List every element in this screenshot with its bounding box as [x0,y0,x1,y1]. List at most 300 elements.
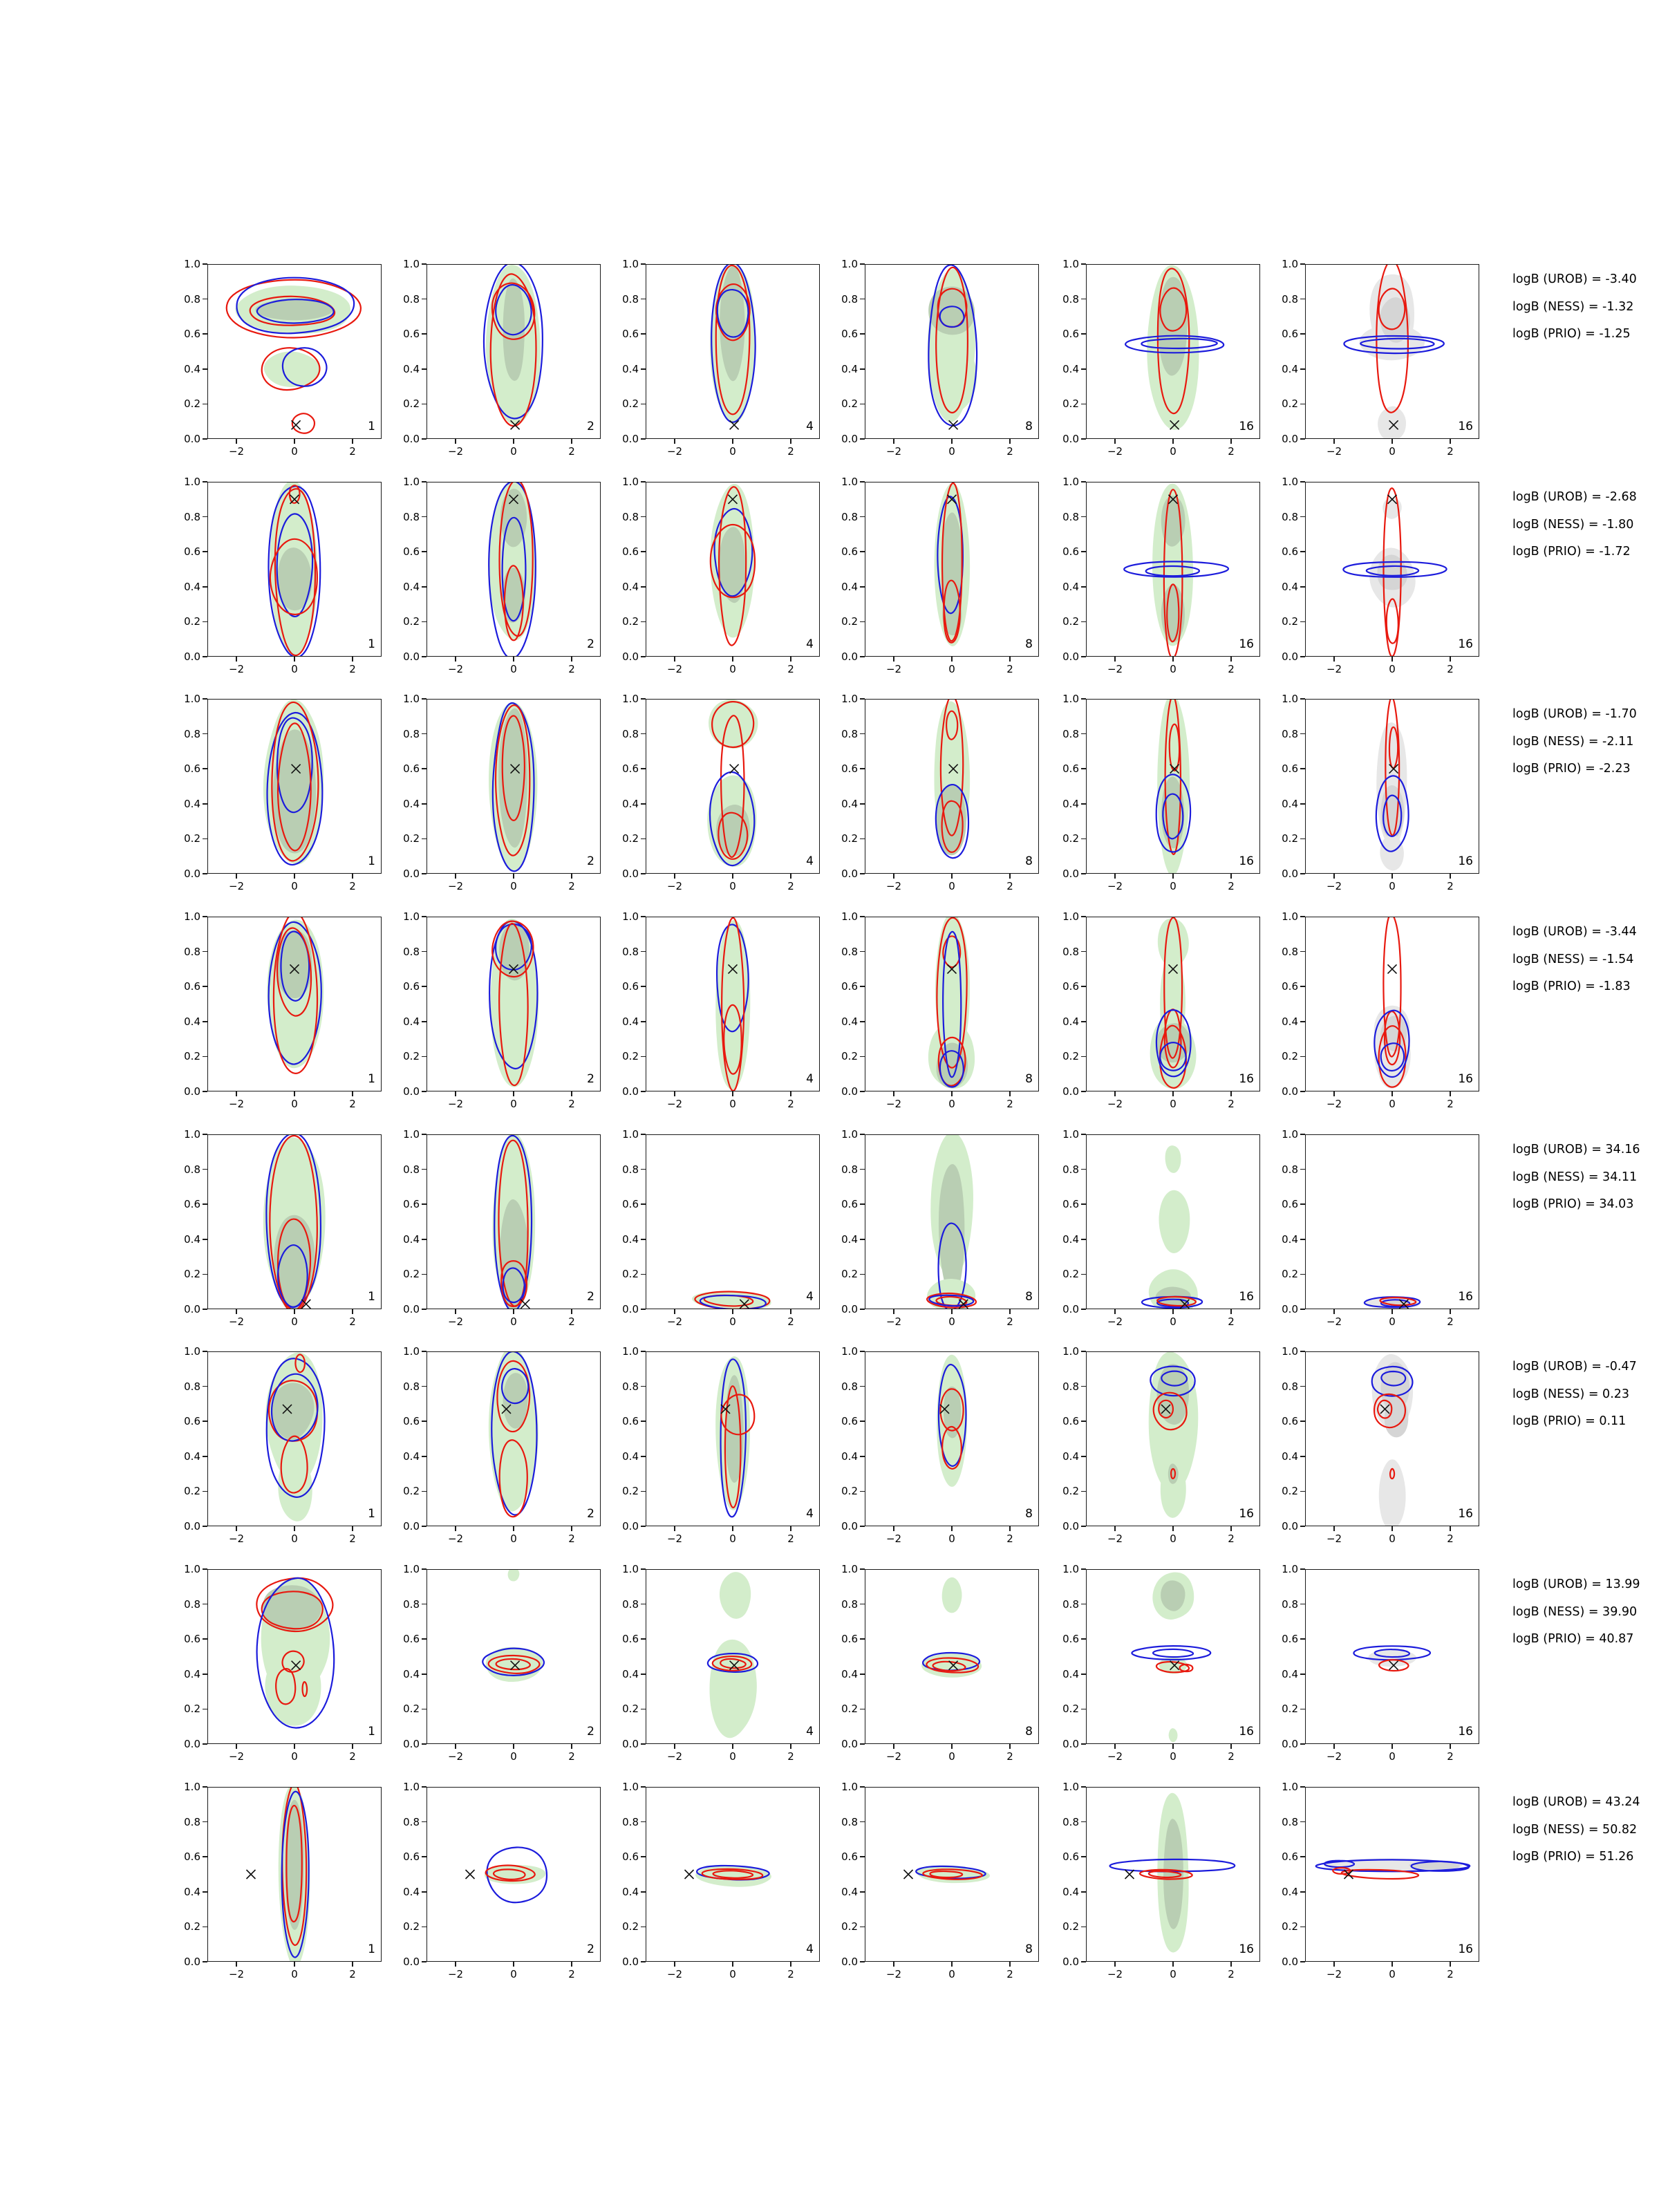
x-tick-mark [1450,1091,1451,1096]
panel-count-label: 1 [368,637,375,651]
y-tick-label: 0.4 [1282,1232,1298,1246]
y-tick-mark [203,1709,207,1710]
x-tick-label: −2 [1326,1315,1342,1328]
x-tick-mark [1333,874,1335,879]
y-tick-mark [203,299,207,300]
y-tick-label: 0.8 [403,727,420,740]
y-tick-label: 0.4 [1282,1885,1298,1898]
y-tick-label: 0.8 [184,1163,200,1176]
y-tick-label: 0.0 [1282,1085,1298,1098]
y-tick-mark [1300,733,1305,735]
x-tick-label: 2 [1006,1750,1013,1763]
x-tick-mark [571,657,572,662]
y-tick-mark [1081,1169,1086,1170]
plot-area [865,1351,1039,1526]
y-tick-label: 1.0 [403,910,420,923]
y-tick-label: 1.0 [184,693,200,705]
y-tick-label: 0.0 [622,1738,639,1750]
y-tick-label: 1.0 [1062,1128,1079,1141]
y-tick-mark [641,1709,646,1710]
panel-count-label: 4 [806,1507,814,1521]
x-tick-mark [1114,1526,1116,1531]
plot-panel-r4c3 [622,910,820,1110]
x-tick-label: −2 [666,445,683,458]
y-tick-label: 0.6 [841,545,858,559]
y-tick-mark [422,733,427,735]
y-tick-mark [203,1891,207,1893]
y-tick-mark [1300,551,1305,552]
plot-panel-r6c3 [622,1345,820,1545]
y-tick-label: 0.2 [1062,1485,1079,1498]
y-tick-mark [641,1891,646,1893]
x-tick-label: 0 [291,1533,298,1545]
x-tick-mark [236,439,237,444]
y-tick-label: 0.4 [1062,797,1079,810]
y-tick-label: 0.4 [184,1885,200,1898]
x-tick-label: 0 [1389,663,1396,675]
plot-panel-r3c6 [1282,693,1479,892]
y-tick-label: 0.2 [1282,397,1298,411]
x-tick-mark [732,1526,733,1531]
y-tick-mark [203,1638,207,1640]
logb-annotation-ness: logB (NESS) = 34.11 [1512,1170,1638,1184]
y-tick-mark [1081,1674,1086,1675]
logb-annotation-prio: logB (PRIO) = 51.26 [1512,1850,1634,1864]
kde-fill-green-inner [939,1164,964,1295]
plot-panel-r8c6 [1282,1781,1479,1980]
x-tick-label: 2 [568,880,575,892]
x-tick-mark [1172,1309,1174,1314]
x-tick-label: 0 [291,1750,298,1763]
x-tick-label: −2 [1107,880,1123,892]
y-tick-label: 0.4 [403,580,420,593]
y-tick-label: 0.0 [184,868,200,880]
x-tick-label: 2 [1447,1533,1454,1545]
plot-panel-r1c1 [184,258,382,458]
y-tick-mark [641,1568,646,1570]
y-tick-label: 0.8 [622,1815,639,1828]
x-tick-mark [893,1962,894,1967]
plot-panel-r6c6 [1282,1345,1479,1545]
x-tick-mark [1230,657,1232,662]
plot-panel-r6c2 [403,1345,601,1545]
y-tick-mark [1300,1091,1305,1092]
y-tick-mark [1081,299,1086,300]
y-tick-mark [1081,1309,1086,1310]
y-tick-mark [860,733,865,735]
x-tick-mark [352,1744,353,1749]
y-tick-mark [641,1134,646,1135]
x-tick-label: 0 [510,1315,517,1328]
x-tick-mark [513,1962,514,1967]
y-tick-mark [1300,404,1305,405]
y-tick-mark [422,438,427,440]
y-tick-label: 0.0 [841,650,858,663]
x-tick-mark [1009,1526,1011,1531]
y-tick-label: 0.0 [622,1956,639,1968]
y-tick-mark [203,1674,207,1675]
logb-annotation-prio: logB (PRIO) = -1.83 [1512,980,1631,993]
x-tick-label: −2 [666,1315,683,1328]
y-tick-label: 0.8 [1062,1597,1079,1611]
y-tick-mark [860,768,865,769]
y-tick-mark [641,438,646,440]
x-tick-mark [1333,1091,1335,1096]
x-tick-mark [1333,1962,1335,1967]
plot-area [207,1569,382,1744]
y-tick-mark [203,986,207,987]
panel-count-label: 8 [1025,637,1033,651]
y-tick-label: 0.8 [622,1597,639,1611]
x-tick-label: −2 [885,1315,902,1328]
panel-count-label: 4 [806,1942,814,1956]
panel-count-label: 4 [806,1072,814,1086]
x-tick-label: 2 [568,1750,575,1763]
y-tick-label: 1.0 [184,1781,200,1793]
plot-area [1086,1569,1260,1744]
y-tick-mark [1300,986,1305,987]
y-tick-label: 0.6 [841,1415,858,1428]
y-tick-label: 0.2 [1282,1050,1298,1063]
x-tick-label: −2 [228,1533,245,1545]
x-tick-mark [1172,439,1174,444]
y-tick-label: 0.8 [1062,292,1079,306]
y-tick-mark [422,1351,427,1352]
y-tick-label: 0.2 [184,1703,200,1716]
y-tick-mark [1300,1351,1305,1352]
x-tick-label: −2 [885,1533,902,1545]
y-tick-mark [860,438,865,440]
y-tick-label: 0.4 [184,1450,200,1463]
y-tick-mark [203,1309,207,1310]
x-tick-mark [352,439,353,444]
y-tick-label: 0.8 [1062,1815,1079,1828]
x-tick-mark [1009,1091,1011,1096]
true-value-marker-x [1125,1870,1134,1879]
y-tick-label: 0.0 [841,868,858,880]
x-tick-label: 2 [568,1533,575,1545]
x-tick-mark [732,1309,733,1314]
y-tick-mark [422,698,427,700]
plot-area [427,699,601,874]
y-tick-label: 0.8 [184,727,200,740]
y-tick-mark [860,481,865,482]
y-tick-label: 0.8 [184,292,200,306]
x-tick-label: 2 [1228,663,1235,675]
x-tick-label: −2 [1107,1750,1123,1763]
y-tick-label: 1.0 [184,258,200,270]
contour-red [292,413,315,433]
x-tick-label: −2 [228,1315,245,1328]
y-tick-label: 0.2 [841,1050,858,1063]
y-tick-mark [422,768,427,769]
x-tick-label: 0 [948,1750,955,1763]
plot-area [427,1134,601,1309]
y-tick-mark [422,1169,427,1170]
y-tick-label: 0.0 [1282,868,1298,880]
x-tick-mark [294,1744,295,1749]
x-tick-label: 2 [349,1533,356,1545]
x-tick-mark [455,657,456,662]
y-tick-label: 1.0 [403,693,420,705]
y-tick-mark [1081,698,1086,700]
x-tick-label: 0 [1170,663,1177,675]
x-tick-mark [1391,1309,1393,1314]
y-tick-label: 0.0 [841,1085,858,1098]
x-tick-label: 2 [1447,880,1454,892]
y-tick-mark [641,986,646,987]
y-tick-mark [1300,1169,1305,1170]
x-tick-label: 2 [1006,445,1013,458]
x-tick-mark [951,874,953,879]
y-tick-mark [1300,1709,1305,1710]
x-tick-label: 0 [291,445,298,458]
y-tick-label: 0.6 [403,1415,420,1428]
kde-fill-green-outer [508,1569,520,1582]
x-tick-label: −2 [666,1533,683,1545]
y-tick-label: 0.4 [1282,797,1298,810]
y-tick-mark [203,768,207,769]
plot-panel-r7c5 [1062,1563,1260,1763]
x-tick-label: 0 [729,1968,736,1980]
x-tick-mark [1114,439,1116,444]
plot-area [646,1787,820,1962]
y-tick-label: 0.2 [403,1485,420,1498]
y-tick-label: 0.0 [184,1956,200,1968]
x-tick-mark [1391,1962,1393,1967]
y-tick-label: 1.0 [1282,476,1298,488]
y-tick-label: 0.8 [841,1380,858,1393]
plot-panel-r3c2 [403,693,601,892]
panel-count-label: 1 [368,1072,375,1086]
y-tick-mark [1081,1821,1086,1823]
y-tick-mark [203,1491,207,1492]
y-tick-mark [1081,368,1086,370]
plot-panel-r3c5 [1062,693,1260,892]
y-tick-label: 0.4 [622,797,639,810]
y-tick-label: 0.0 [403,650,420,663]
y-tick-mark [1081,1709,1086,1710]
x-tick-mark [1114,657,1116,662]
y-tick-label: 0.0 [1282,1956,1298,1968]
y-tick-label: 0.8 [1282,945,1298,958]
x-tick-mark [571,1526,572,1531]
plot-area [207,482,382,657]
x-tick-label: 2 [787,1750,794,1763]
logb-annotation-prio: logB (PRIO) = 34.03 [1512,1197,1634,1211]
plot-panel-r4c4 [841,910,1039,1110]
plot-panel-r6c5 [1062,1345,1260,1545]
y-tick-mark [1300,803,1305,805]
y-tick-label: 0.4 [1282,1667,1298,1680]
x-tick-label: 2 [1228,1750,1235,1763]
y-tick-mark [422,1891,427,1893]
x-tick-mark [1450,1526,1451,1531]
y-tick-mark [1081,1927,1086,1928]
panel-count-label: 16 [1239,1942,1254,1956]
y-tick-label: 0.8 [403,1380,420,1393]
y-tick-label: 0.8 [184,1380,200,1393]
y-tick-label: 0.2 [841,397,858,411]
y-tick-mark [422,1709,427,1710]
panel-count-label: 8 [1025,420,1033,433]
panel-count-label: 16 [1239,420,1254,433]
y-tick-mark [860,803,865,805]
x-tick-label: −2 [666,880,683,892]
x-tick-label: 0 [729,1750,736,1763]
panel-count-label: 16 [1239,1507,1254,1521]
y-tick-mark [203,404,207,405]
x-tick-mark [352,1526,353,1531]
y-tick-label: 1.0 [184,1563,200,1575]
y-tick-label: 0.6 [403,980,420,993]
y-tick-label: 0.8 [622,945,639,958]
y-tick-mark [1081,1351,1086,1352]
logb-annotation-prio: logB (PRIO) = -1.72 [1512,545,1631,559]
y-tick-mark [203,1203,207,1205]
y-tick-label: 0.0 [622,1085,639,1098]
y-tick-label: 0.4 [1062,1667,1079,1680]
x-tick-mark [513,874,514,879]
y-tick-mark [422,551,427,552]
y-tick-label: 0.6 [1282,328,1298,341]
y-tick-mark [1081,438,1086,440]
x-tick-mark [1230,1962,1232,1967]
y-tick-mark [1300,516,1305,518]
plot-area [646,264,820,439]
y-tick-mark [203,1743,207,1745]
y-tick-label: 0.0 [841,1303,858,1315]
y-tick-mark [422,1134,427,1135]
x-tick-label: 0 [729,445,736,458]
y-tick-mark [641,263,646,265]
true-value-marker-x [247,1870,256,1879]
y-tick-label: 0.6 [184,1850,200,1864]
x-tick-mark [893,1309,894,1314]
plot-panel-r5c6 [1282,1128,1479,1328]
y-tick-label: 0.0 [403,433,420,445]
y-tick-label: 0.8 [184,945,200,958]
panel-count-label: 2 [587,1072,594,1086]
x-tick-mark [455,439,456,444]
y-tick-mark [203,1526,207,1527]
x-tick-mark [236,1526,237,1531]
y-tick-label: 0.4 [403,797,420,810]
x-tick-label: 0 [510,663,517,675]
x-tick-mark [513,439,514,444]
x-tick-mark [1009,657,1011,662]
x-tick-label: 0 [948,1968,955,1980]
y-tick-mark [1081,1274,1086,1275]
x-tick-label: 2 [1447,1315,1454,1328]
y-tick-mark [1300,1821,1305,1823]
x-tick-mark [1114,1962,1116,1967]
x-tick-mark [951,1526,953,1531]
y-tick-mark [422,1743,427,1745]
x-tick-label: 0 [948,1533,955,1545]
kde-fill-green-outer [709,1640,756,1738]
y-tick-mark [422,1961,427,1962]
kde-fill-grey-outer [1380,834,1404,870]
y-tick-mark [641,1961,646,1962]
y-tick-label: 0.6 [1282,545,1298,559]
y-tick-label: 0.6 [841,980,858,993]
y-tick-mark [203,1786,207,1788]
y-tick-mark [860,1091,865,1092]
y-tick-mark [1081,551,1086,552]
x-tick-label: −2 [885,1968,902,1980]
y-tick-mark [422,1091,427,1092]
y-tick-label: 0.4 [841,1232,858,1246]
y-tick-mark [641,481,646,482]
y-tick-mark [422,263,427,265]
x-tick-label: 2 [1006,1098,1013,1110]
y-tick-label: 0.2 [1282,1920,1298,1933]
x-tick-label: 0 [1389,1533,1396,1545]
y-tick-label: 0.6 [622,762,639,776]
y-tick-mark [641,768,646,769]
y-tick-label: 0.0 [841,1956,858,1968]
panel-count-label: 16 [1239,1072,1254,1086]
y-tick-label: 0.8 [622,727,639,740]
y-tick-label: 0.0 [1282,433,1298,445]
y-tick-label: 0.8 [1282,1163,1298,1176]
y-tick-label: 0.0 [184,1085,200,1098]
x-tick-label: 0 [729,880,736,892]
y-tick-label: 0.0 [1282,1520,1298,1533]
y-tick-mark [422,1604,427,1605]
x-tick-mark [1172,657,1174,662]
y-tick-mark [203,368,207,370]
y-tick-label: 0.2 [1062,1268,1079,1281]
x-tick-mark [674,1526,675,1531]
plot-area [646,917,820,1091]
y-tick-mark [641,1309,646,1310]
x-tick-mark [352,1309,353,1314]
panel-count-label: 1 [368,1725,375,1738]
x-tick-label: −2 [228,1750,245,1763]
x-tick-mark [1114,874,1116,879]
plot-area [646,1569,820,1744]
plot-panel-r2c2 [403,476,601,675]
y-tick-label: 0.4 [1062,1450,1079,1463]
plot-panel-r1c4 [841,258,1039,458]
y-tick-label: 0.4 [622,580,639,593]
plot-area [1086,264,1260,439]
plot-panel-r5c4 [841,1128,1039,1328]
x-tick-label: 0 [1170,1750,1177,1763]
y-tick-mark [1300,1638,1305,1640]
x-tick-label: 2 [349,1098,356,1110]
y-tick-mark [641,586,646,588]
y-tick-mark [860,299,865,300]
y-tick-mark [203,481,207,482]
y-tick-label: 0.8 [403,1163,420,1176]
panel-count-label: 2 [587,854,594,868]
x-tick-mark [951,657,953,662]
x-tick-mark [1450,1962,1451,1967]
y-tick-label: 0.2 [622,832,639,845]
y-tick-label: 0.4 [184,362,200,375]
x-tick-label: 0 [510,1098,517,1110]
y-tick-label: 0.0 [1062,433,1079,445]
plot-panel-r2c3 [622,476,820,675]
y-tick-label: 0.8 [403,510,420,523]
y-tick-mark [1300,916,1305,917]
y-tick-mark [1081,516,1086,518]
x-tick-mark [513,1526,514,1531]
panel-count-label: 1 [368,420,375,433]
